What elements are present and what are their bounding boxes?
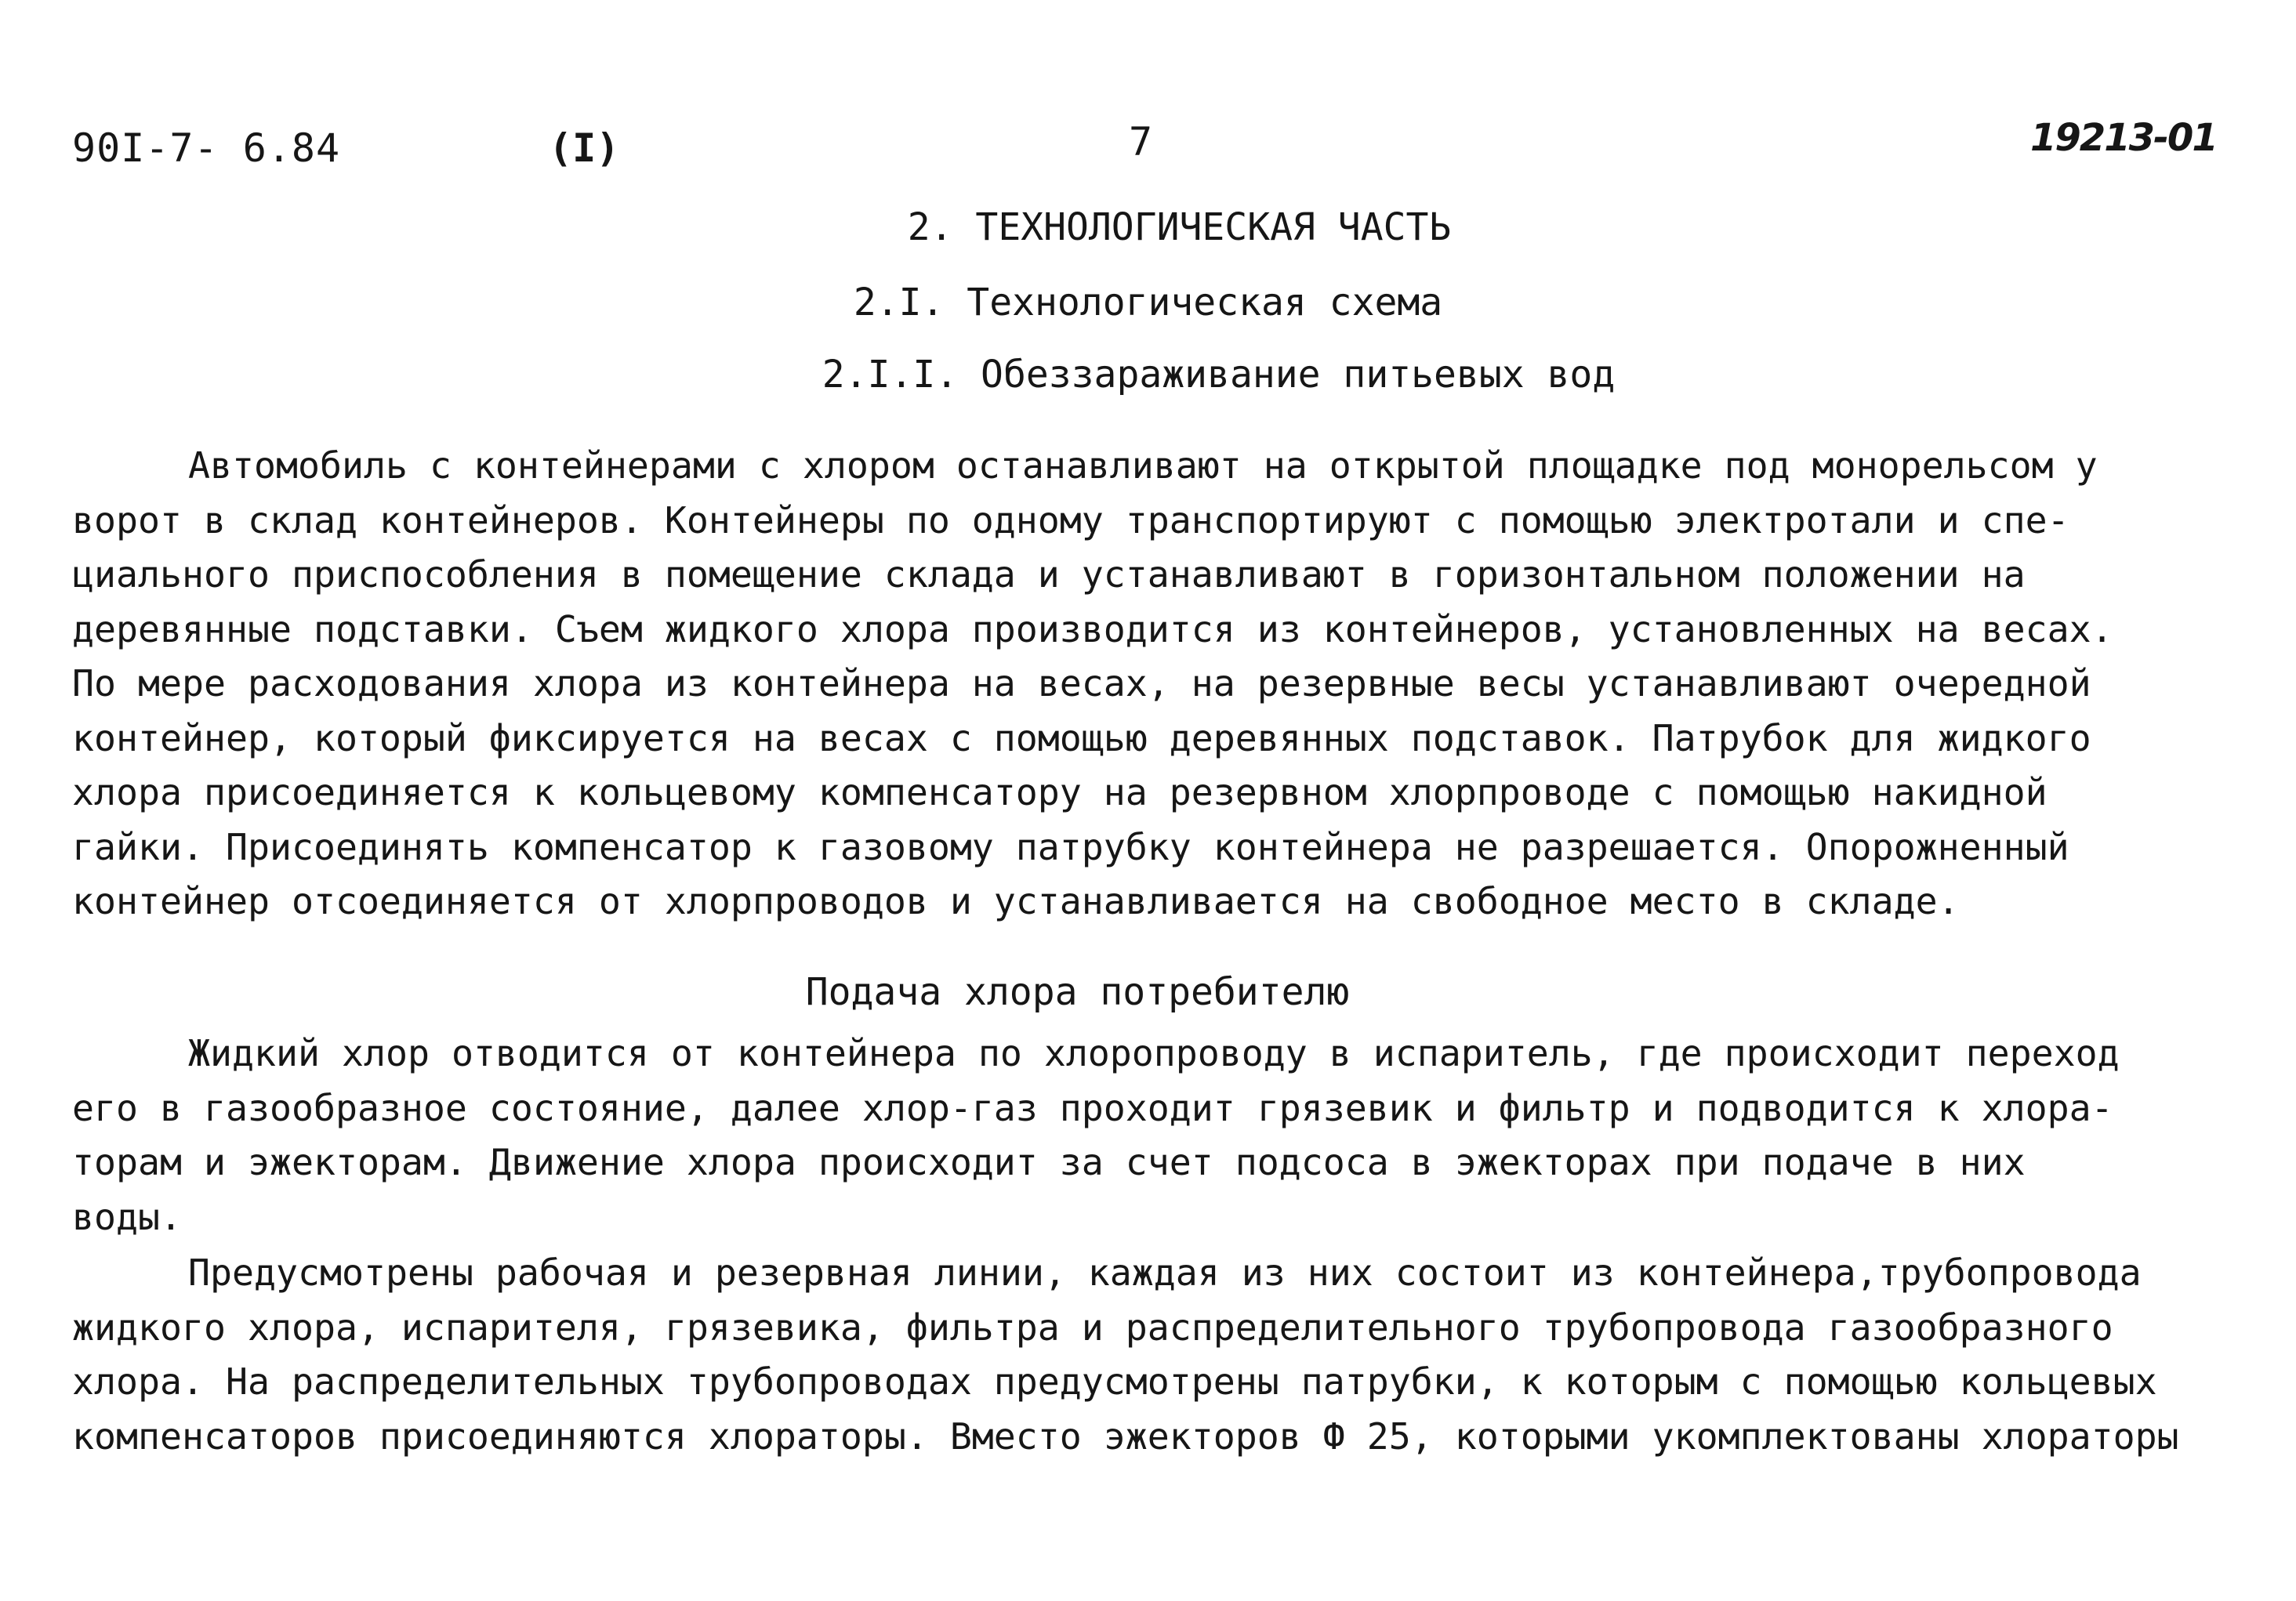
paragraph-line: циального приспособления в помещение склада и устанавливают в горизонтальном положении на xyxy=(72,553,2026,596)
paragraph-line: деревянные подставки. Съем жидкого хлора производится из контейнеров, установленных на весах. xyxy=(72,607,2113,650)
supply-heading: Подача хлора потребителю xyxy=(805,970,1350,1014)
paragraph-line: ворот в склад контейнеров. Контейнеры по одному транспортируют с помощью электротали и спе- xyxy=(72,498,2069,542)
paragraph-container-delivery xyxy=(72,439,2236,929)
paragraph-line: компенсаторов присоединяются хлораторы. Вместо эжекторов Ф 25, которыми укомплектованы хлораторы xyxy=(72,1414,2179,1458)
paragraph-line: Автомобиль с контейнерами с хлором останавливают на открытой площадке под монорельсом у xyxy=(188,444,2098,487)
document-code: 90I-7- 6.84 xyxy=(72,125,341,171)
paragraph-container-lines xyxy=(72,1246,2236,1464)
paragraph-container-supply xyxy=(72,1027,2236,1244)
paragraph-line: торам и эжекторам. Движение хлора происходит за счет подсоса в эжекторах при подаче в них xyxy=(72,1141,2026,1183)
paragraph-line: контейнер отсоединяется от хлорпроводов и устанавливается на свободное место в складе. xyxy=(72,880,1960,922)
handwritten-stamp: 19213-01 xyxy=(2030,116,2217,160)
paragraph-line: воды. xyxy=(72,1195,182,1238)
paragraph-line: Жидкий хлор отводится от контейнера по хлоропроводу в испаритель, где происходит переход xyxy=(188,1032,2120,1074)
page-number: 7 xyxy=(1129,119,1153,165)
paragraph-line: его в газообразное состояние, далее хлор-газ проходит грязевик и фильтр и подводится к хлора- xyxy=(72,1086,2113,1129)
paragraph-line: хлора присоединяется к кольцевому компенсатору на резервном хлорпроводе с помощью накидной xyxy=(72,771,2048,813)
subsection-heading: 2.I.I. Обеззараживание питьевых вод xyxy=(822,353,1616,397)
section-heading: 2.I. Технологическая схема xyxy=(853,281,1443,324)
part-heading: 2. ТЕХНОЛОГИЧЕСКАЯ ЧАСТЬ xyxy=(907,205,1452,249)
paragraph-line: По мере расходования хлора из контейнера на весах, на резервные весы устанавливают очередной xyxy=(72,662,2091,705)
paragraph-line: Предусмотрены рабочая и резервная линии, каждая из них состоит из контейнера,трубопровода xyxy=(188,1251,2142,1294)
sheet-number: (I) xyxy=(549,125,620,171)
paragraph-line: хлора. На распределительных трубопроводах предусмотрены патрубки, к которым с помощью кольцевых xyxy=(72,1360,2157,1403)
paragraph-line: контейнер, который фиксируется на весах с помощью деревянных подставок. Патрубок для жидкого xyxy=(72,716,2091,759)
paragraph-line: гайки. Присоединять компенсатор к газовому патрубку контейнера не разрешается. Опорожненный xyxy=(72,825,2069,868)
paragraph-line: жидкого хлора, испарителя, грязевика, фильтра и распределительного трубопровода газообразного xyxy=(72,1306,2113,1349)
